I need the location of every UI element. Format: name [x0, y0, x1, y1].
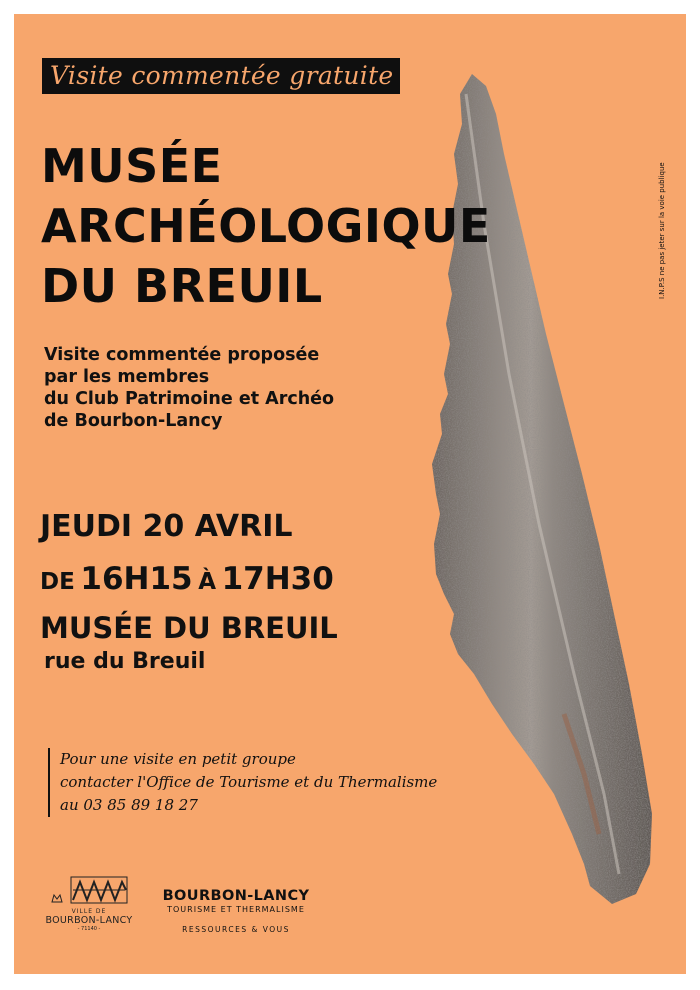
time-conj: À: [198, 569, 217, 595]
crown-icon: [50, 892, 64, 904]
intro-line: de Bourbon-Lancy: [44, 411, 223, 431]
ville-logo: [44, 876, 134, 932]
poster: [14, 14, 686, 974]
tourism-logo-subtitle: TOURISME ET THERMALISME: [167, 905, 305, 914]
title-line: MUSÉE: [41, 139, 223, 193]
event-date: JEUDI 20 AVRIL: [40, 509, 293, 544]
page-title: [41, 136, 491, 316]
ville-tag: - 71140 -: [77, 926, 101, 932]
intro-line: du Club Patrimoine et Archéo: [44, 389, 335, 409]
group-info-line: contacter l'Office de Tourisme et du Thermalisme: [60, 773, 438, 791]
intro-line: par les membres: [44, 367, 210, 387]
intro-line: Visite commentée proposée: [44, 345, 320, 365]
intro-text: [44, 344, 334, 432]
event-time: [40, 559, 334, 604]
event-street: rue du Breuil: [44, 649, 206, 674]
ville-emblem-icon: [70, 876, 128, 904]
time-end: 17H30: [221, 561, 334, 597]
group-info-line: Pour une visite en petit groupe: [60, 750, 296, 768]
event-venue: MUSÉE DU BREUIL: [40, 611, 338, 645]
tourism-logo-tagline: RESSOURCES & VOUS: [182, 925, 290, 934]
title-line: ARCHÉOLOGIQUE: [41, 199, 491, 253]
tourism-logo-title: BOURBON-LANCY: [162, 888, 310, 904]
title-line: DU BREUIL: [41, 259, 323, 313]
ville-name: BOURBON-LANCY: [45, 915, 133, 926]
group-visit-info: [48, 748, 437, 817]
ville-prefix: VILLE DE: [71, 908, 107, 915]
side-note-text: I.N.P.S ne pas jeter sur la voie publique: [658, 162, 666, 299]
tagline-banner: Visite commentée gratuite: [42, 58, 400, 94]
time-prefix: DE: [40, 569, 75, 595]
tourism-logo: [156, 888, 316, 934]
group-info-phone: au 03 85 89 18 27: [60, 796, 198, 814]
side-legal-note: [658, 99, 672, 299]
time-start: 16H15: [80, 561, 193, 597]
